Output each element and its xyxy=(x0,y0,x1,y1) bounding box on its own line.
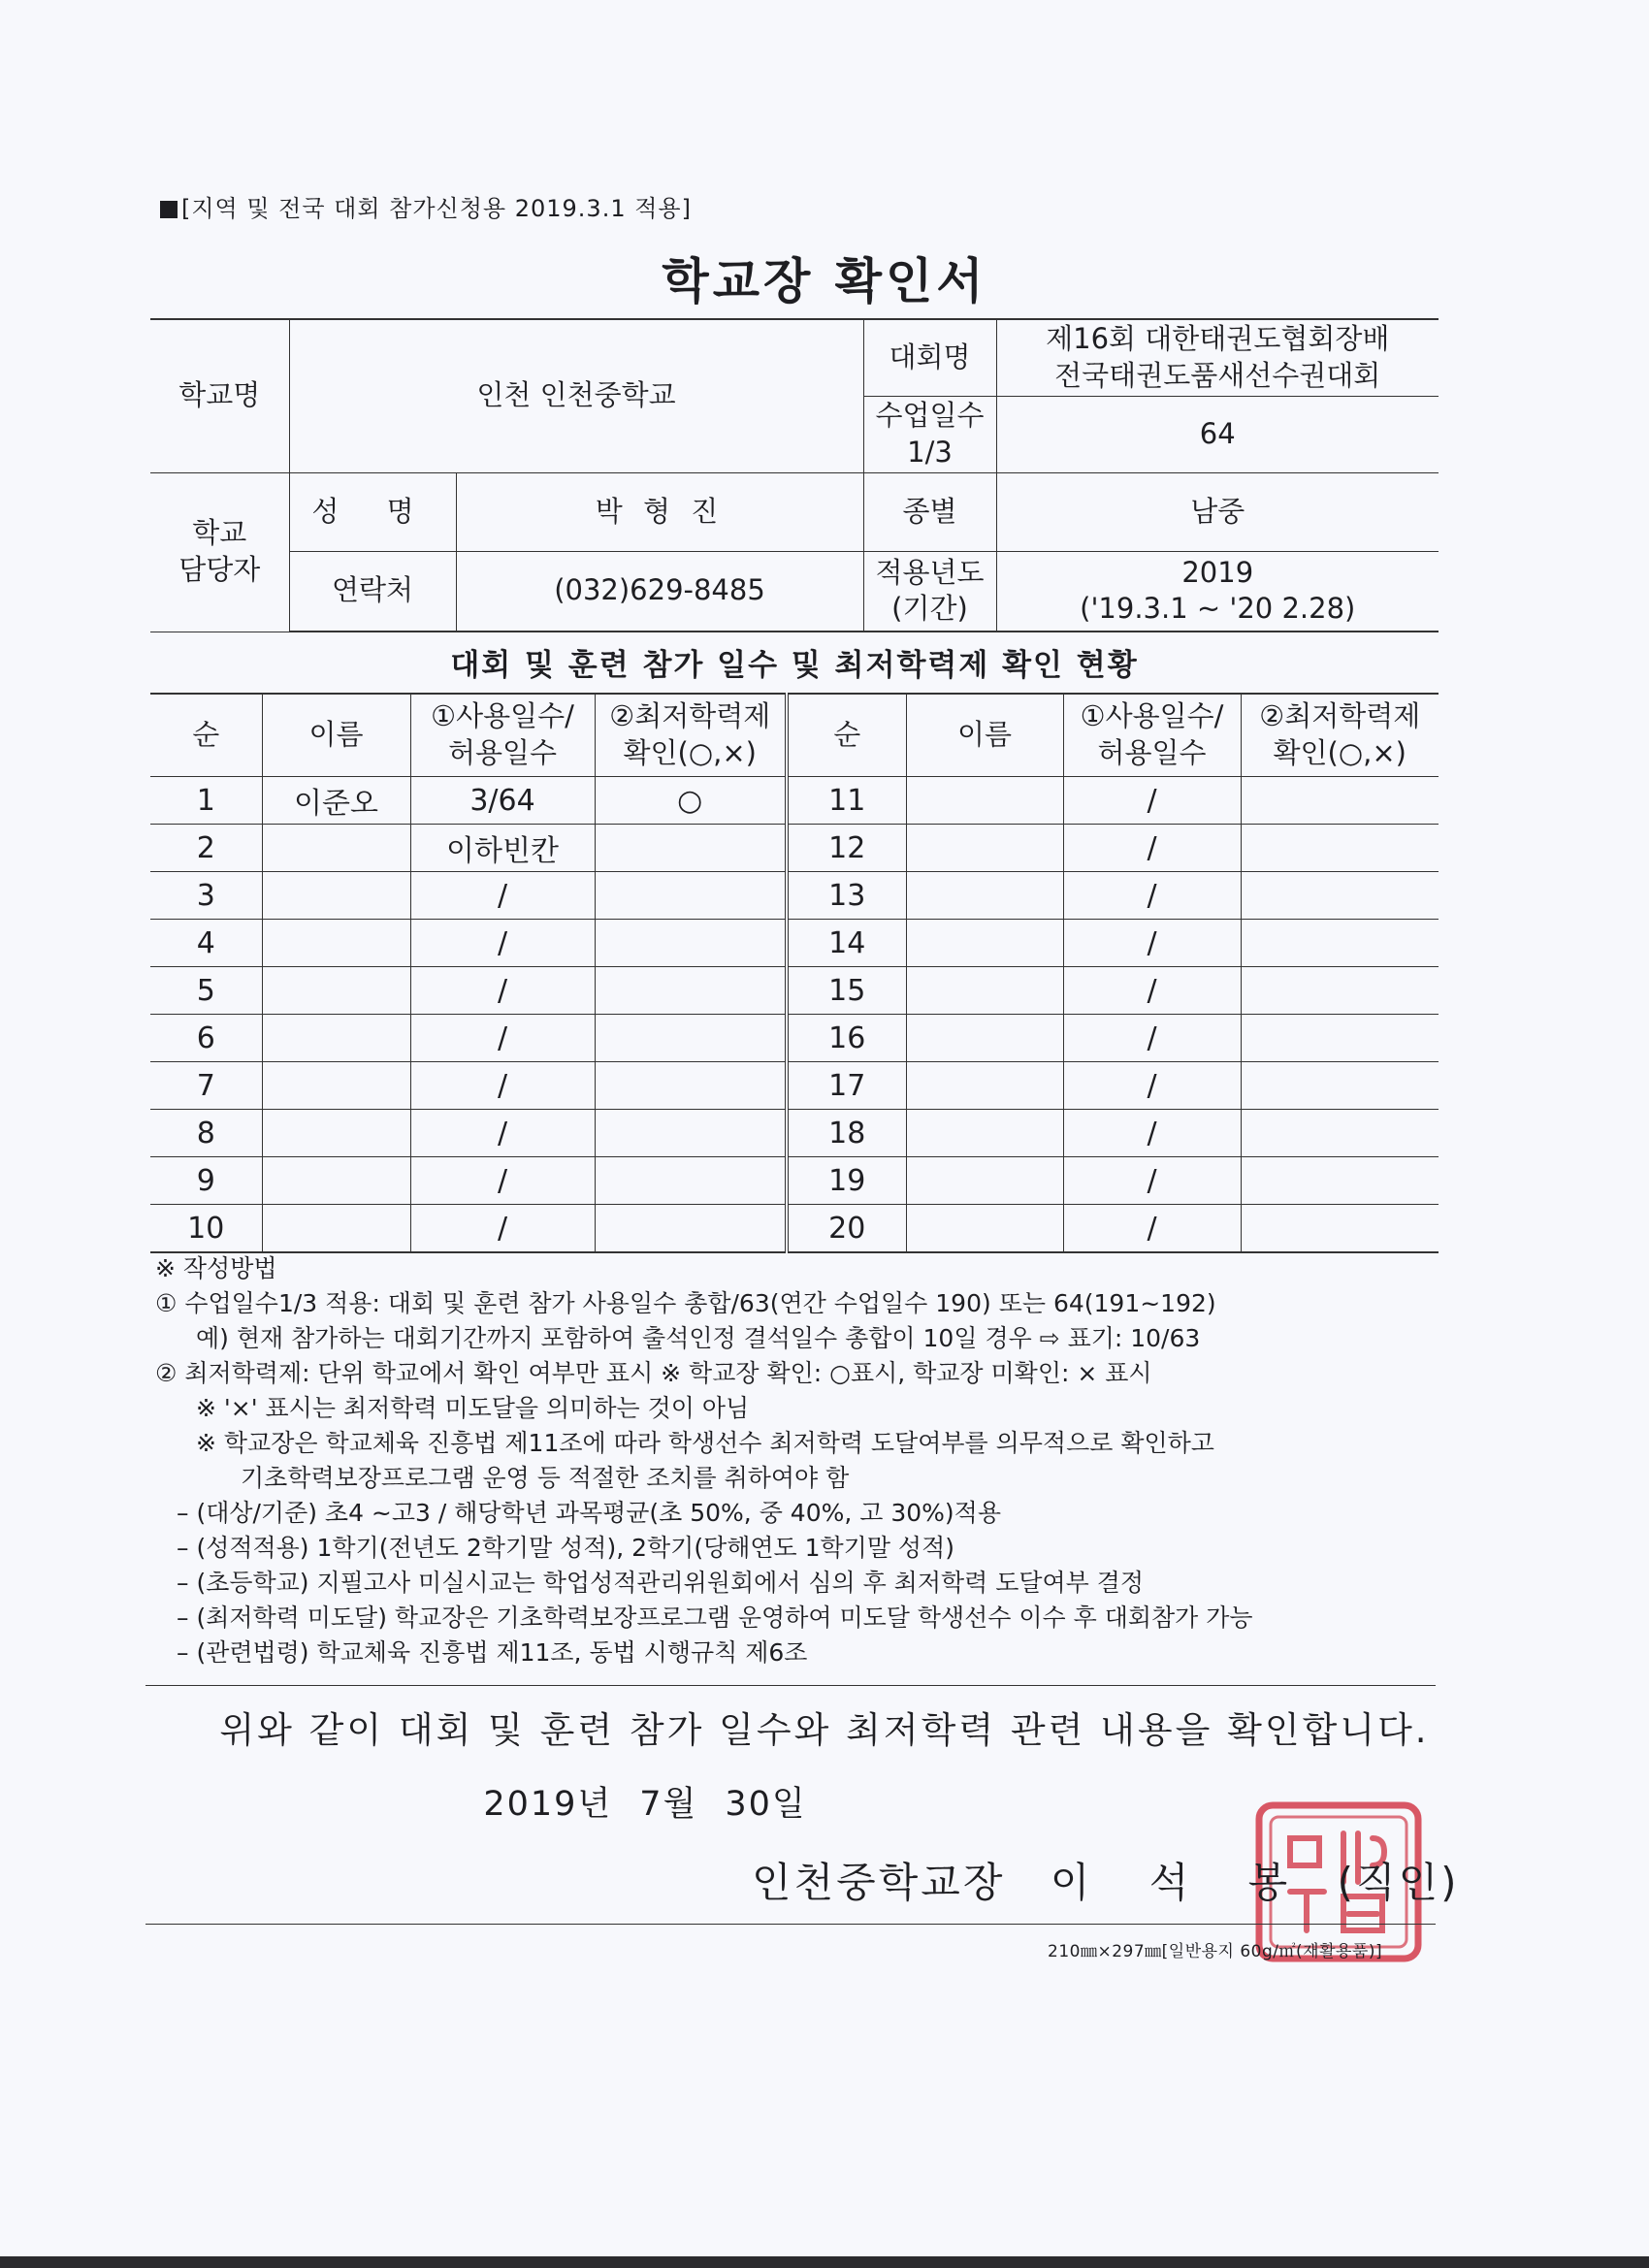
header-days: ①사용일수/ 허용일수 xyxy=(410,694,595,777)
used-days: / xyxy=(1063,967,1241,1015)
student-name xyxy=(262,1205,410,1253)
row-number: 17 xyxy=(787,1062,906,1110)
min-grade-check xyxy=(1241,1015,1439,1062)
student-name xyxy=(262,1015,410,1062)
min-grade-check xyxy=(595,920,787,967)
name-label: 성 명 xyxy=(289,472,456,551)
used-days: / xyxy=(410,1110,595,1157)
row-number: 8 xyxy=(150,1110,262,1157)
used-days: / xyxy=(410,1015,595,1062)
school-label: 학교명 xyxy=(150,319,289,472)
table-row xyxy=(150,1157,1439,1205)
table-row xyxy=(150,920,1439,967)
table-row xyxy=(150,872,1439,920)
note-line: 예) 현재 참가하는 대회기간까지 포함하여 출석인정 결석일수 총합이 10일 경우 ⇨ 표기: 10/63 xyxy=(196,1324,1201,1352)
note-line: ※ 학교장은 학교체육 진흥법 제11조에 따라 학생선수 최저학력 도달여부를 의무적으로 확인하고 xyxy=(196,1429,1214,1457)
used-days: / xyxy=(1063,1015,1241,1062)
table-row xyxy=(150,1110,1439,1157)
participation-table xyxy=(150,693,1439,1253)
note-line: ※ '×' 표시는 최저학력 미도달을 의미하는 것이 아님 xyxy=(196,1394,750,1422)
contest-label: 대회명 xyxy=(863,319,996,396)
signer-name-1: 이 xyxy=(1050,1859,1093,1906)
manager-label: 학교 담당자 xyxy=(150,472,289,632)
year-label: 적용년도 (기간) xyxy=(863,551,996,632)
min-grade-check xyxy=(1241,1205,1439,1253)
note-line: – (성적적용) 1학기(전년도 2학기말 성적), 2학기(당해연도 1학기말 성적) xyxy=(177,1534,954,1562)
min-grade-check xyxy=(1241,825,1439,872)
table-row xyxy=(150,825,1439,872)
used-days: / xyxy=(410,920,595,967)
signer-name-2: 석 xyxy=(1148,1859,1192,1906)
student-name xyxy=(906,777,1063,825)
table-row xyxy=(150,967,1439,1015)
contest-line-1: 제16회 대한태권도협회장배 xyxy=(1046,322,1390,356)
student-name xyxy=(906,967,1063,1015)
row-number: 9 xyxy=(150,1157,262,1205)
row-number: 10 xyxy=(150,1205,262,1253)
contact-value: (032)629-8485 xyxy=(456,551,863,632)
school-info-table xyxy=(150,318,1439,632)
category-value: 남중 xyxy=(996,472,1439,551)
student-name xyxy=(262,967,410,1015)
contact-label: 연락처 xyxy=(289,551,456,632)
used-days: / xyxy=(1063,1157,1241,1205)
header-days-right: ①사용일수/ 허용일수 xyxy=(1063,694,1241,777)
used-days: / xyxy=(410,1157,595,1205)
table-row xyxy=(150,1015,1439,1062)
year-value: 2019 ('19.3.1 ~ '20 2.28) xyxy=(996,551,1439,632)
used-days: 이하빈칸 xyxy=(410,825,595,872)
contest-value xyxy=(996,319,1439,396)
min-grade-check xyxy=(1241,777,1439,825)
min-grade-check xyxy=(595,872,787,920)
student-name xyxy=(262,825,410,872)
participation-table-body xyxy=(150,694,1439,1252)
student-name xyxy=(906,872,1063,920)
used-days: / xyxy=(1063,1110,1241,1157)
note-line: – (관련법령) 학교체육 진흥법 제11조, 동법 시행규칙 제6조 xyxy=(177,1638,808,1667)
used-days: / xyxy=(1063,920,1241,967)
used-days: / xyxy=(410,1062,595,1110)
confirmation-statement: 위와 같이 대회 및 훈련 참가 일수와 최저학력 관련 내용을 확인합니다. xyxy=(219,1709,1430,1751)
seal-note: (직인) xyxy=(1337,1859,1460,1906)
classdays-value: 64 xyxy=(996,396,1439,472)
note-line: ① 수업일수1/3 적용: 대회 및 훈련 참가 사용일수 총합/63(연간 수업일수 190) 또는 64(191~192) xyxy=(155,1289,1216,1317)
issue-date xyxy=(0,1777,1290,1826)
table-row xyxy=(150,1062,1439,1110)
row-number: 1 xyxy=(150,777,262,825)
min-grade-check xyxy=(595,1110,787,1157)
student-name xyxy=(906,1015,1063,1062)
used-days: / xyxy=(1063,1205,1241,1253)
note-line: – (초등학교) 지필고사 미실시교는 학업성적관리위원회에서 심의 후 최저학력 도달여부 결정 xyxy=(177,1569,1145,1597)
min-grade-check xyxy=(595,1015,787,1062)
date-month: 7월 xyxy=(639,1785,698,1824)
classdays-label: 수업일수 1/3 xyxy=(863,396,996,472)
signer-name-3: 봉 xyxy=(1247,1859,1291,1906)
student-name xyxy=(262,1157,410,1205)
used-days: / xyxy=(410,1205,595,1253)
principal-signature xyxy=(752,1851,1460,1909)
row-number: 12 xyxy=(787,825,906,872)
used-days: / xyxy=(1063,872,1241,920)
student-name xyxy=(262,1110,410,1157)
header-name: 이름 xyxy=(262,694,410,777)
used-days: / xyxy=(1063,777,1241,825)
used-days: / xyxy=(410,872,595,920)
note-line: – (최저학력 미도달) 학교장은 기초학력보장프로그램 운영하여 미도달 학생선수 이수 후 대회참가 가능 xyxy=(177,1604,1253,1632)
row-number: 20 xyxy=(787,1205,906,1253)
min-grade-check xyxy=(1241,872,1439,920)
summary-title: 대회 및 훈련 참가 일수 및 최저학력제 확인 현황 xyxy=(450,648,1139,683)
student-name xyxy=(262,872,410,920)
row-number: 3 xyxy=(150,872,262,920)
min-grade-check xyxy=(595,1157,787,1205)
paper-spec-footnote: 210㎜×297㎜[일반용지 60g/㎡(재활용품)] xyxy=(1048,1942,1383,1961)
row-number: 5 xyxy=(150,967,262,1015)
row-number: 19 xyxy=(787,1157,906,1205)
header-check-right: ②최저학력제 확인(○,×) xyxy=(1241,694,1439,777)
min-grade-check xyxy=(1241,967,1439,1015)
header-order-right: 순 xyxy=(787,694,906,777)
min-grade-check xyxy=(595,1205,787,1253)
row-number: 15 xyxy=(787,967,906,1015)
black-square-icon xyxy=(160,201,178,218)
divider-line xyxy=(146,1685,1436,1686)
student-name xyxy=(906,1205,1063,1253)
signer-school: 인천중학교장 xyxy=(752,1859,1006,1906)
category-label: 종별 xyxy=(863,472,996,551)
row-number: 16 xyxy=(787,1015,906,1062)
row-number: 18 xyxy=(787,1110,906,1157)
bottom-divider-line xyxy=(146,1924,1436,1925)
used-days: / xyxy=(410,967,595,1015)
date-day: 30일 xyxy=(725,1785,807,1824)
date-year: 2019년 xyxy=(483,1785,613,1824)
min-grade-check xyxy=(1241,1110,1439,1157)
min-grade-check xyxy=(595,825,787,872)
student-name xyxy=(262,920,410,967)
min-grade-check xyxy=(595,1062,787,1110)
row-number: 6 xyxy=(150,1015,262,1062)
student-name xyxy=(906,1157,1063,1205)
school-value: 인천 인천중학교 xyxy=(289,319,863,472)
student-name xyxy=(262,1062,410,1110)
row-number: 13 xyxy=(787,872,906,920)
document-title: 학교장 확인서 xyxy=(662,253,987,309)
row-number: 4 xyxy=(150,920,262,967)
min-grade-check: ○ xyxy=(595,777,787,825)
table-header-row xyxy=(150,694,1439,777)
student-name xyxy=(906,920,1063,967)
note-line: ② 최저학력제: 단위 학교에서 확인 여부만 표시 ※ 학교장 확인: ○표시, 학교장 미확인: × 표시 xyxy=(155,1359,1152,1387)
student-name xyxy=(906,1110,1063,1157)
row-number: 7 xyxy=(150,1062,262,1110)
min-grade-check xyxy=(1241,1062,1439,1110)
scan-edge xyxy=(0,2256,1649,2268)
used-days: / xyxy=(1063,825,1241,872)
row-number: 2 xyxy=(150,825,262,872)
student-name xyxy=(906,1062,1063,1110)
name-value: 박 형 진 xyxy=(456,472,863,551)
header-order: 순 xyxy=(150,694,262,777)
used-days: / xyxy=(1063,1062,1241,1110)
student-name: 이준오 xyxy=(262,777,410,825)
row-number: 14 xyxy=(787,920,906,967)
notes-heading: ※ 작성방법 xyxy=(155,1254,277,1282)
header-check: ②최저학력제 확인(○,×) xyxy=(595,694,787,777)
min-grade-check xyxy=(595,967,787,1015)
row-number: 11 xyxy=(787,777,906,825)
student-name xyxy=(906,825,1063,872)
writing-instructions xyxy=(155,1251,1445,1670)
table-row xyxy=(150,1205,1439,1253)
note-line: – (대상/기준) 초4 ~고3 / 해당학년 과목평균(초 50%, 중 40%, 고 30%)적용 xyxy=(177,1499,1001,1527)
min-grade-check xyxy=(1241,920,1439,967)
contest-line-2: 전국태권도품새선수권대회 xyxy=(1054,358,1381,392)
note-line: 기초학력보장프로그램 운영 등 적절한 조치를 취하여야 함 xyxy=(241,1464,850,1492)
form-header-note: [지역 및 전국 대회 참가신청용 2019.3.1 적용] xyxy=(160,189,692,223)
used-days: 3/64 xyxy=(410,777,595,825)
min-grade-check xyxy=(1241,1157,1439,1205)
table-row xyxy=(150,777,1439,825)
header-name-right: 이름 xyxy=(906,694,1063,777)
